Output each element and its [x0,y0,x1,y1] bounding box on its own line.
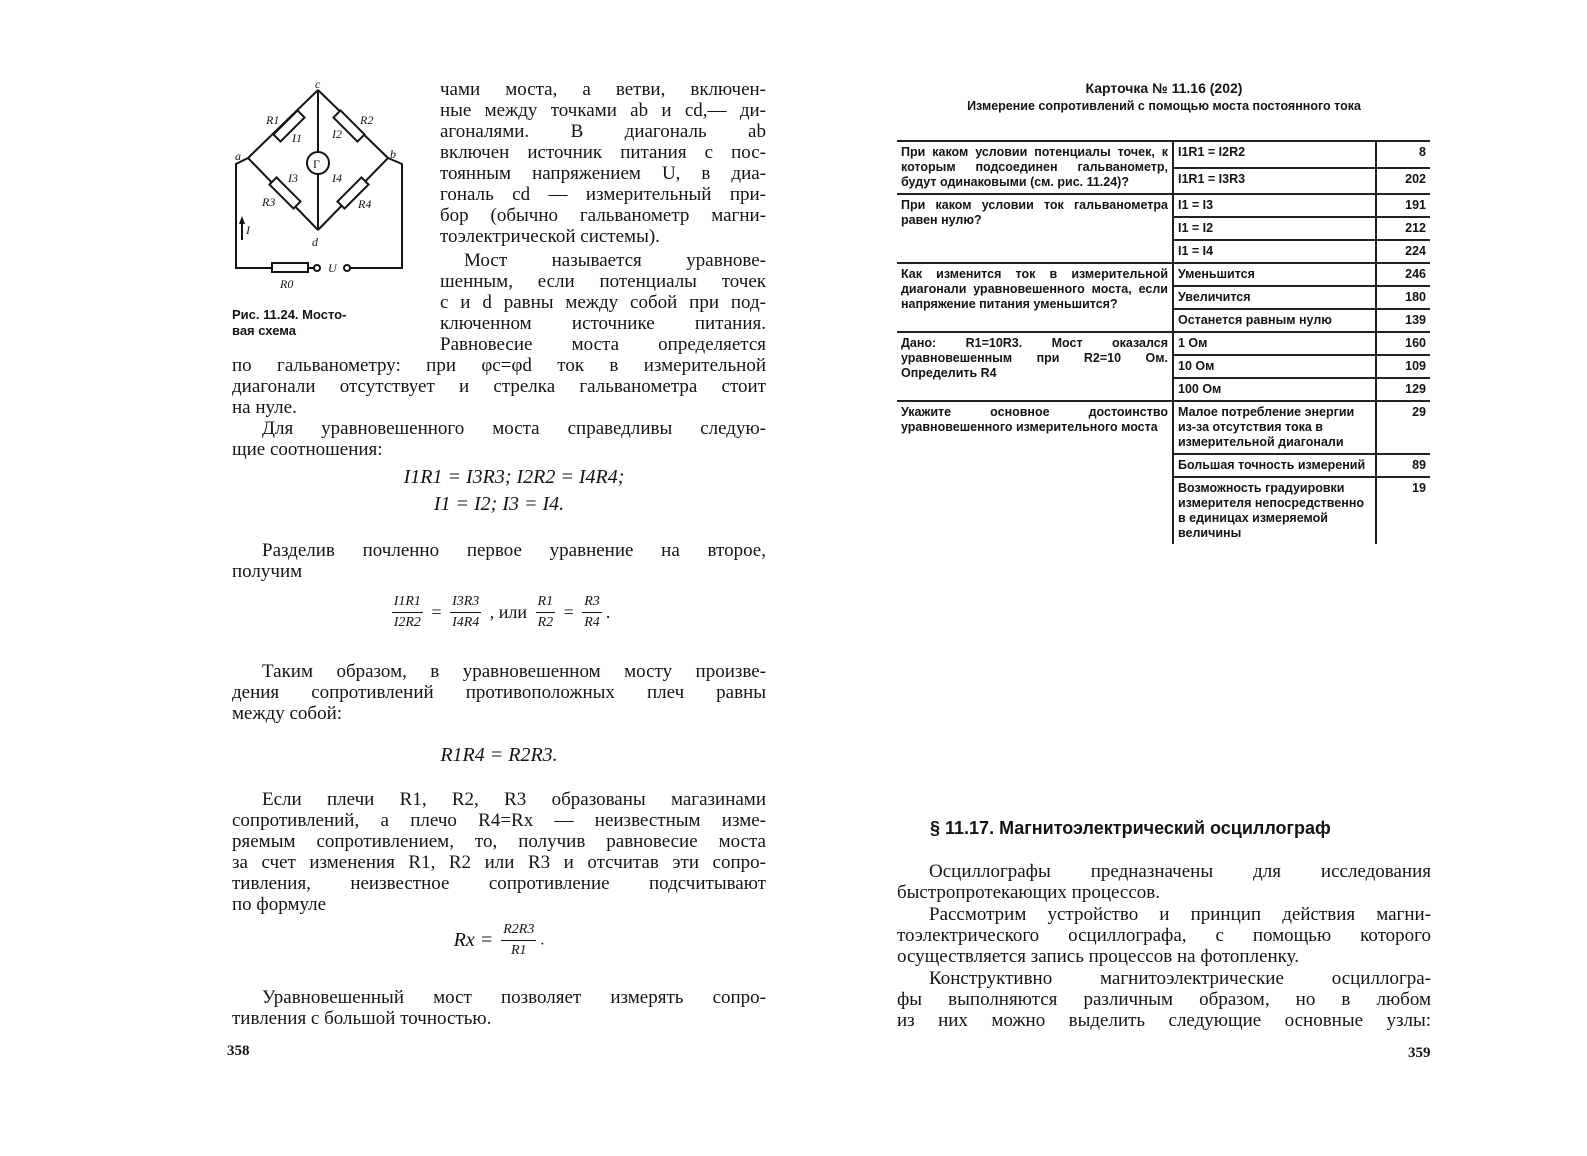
node-b-label: b [390,147,396,161]
current-I-label: I [246,223,250,237]
text-line: тивления, неизвестное сопротивление подсчитывают [232,873,766,894]
card-answer-code: 224 [1376,240,1430,263]
text-line: ные между точками ab и cd,— ди- [440,100,766,121]
fraction-denominator: I4R4 [452,615,480,630]
section-heading: § 11.17. Магнитоэлектрический осциллограф [930,818,1331,838]
text-line: из них можно выделить следующие основные узлы: [897,1010,1431,1031]
card-row [897,141,1430,168]
text-line: Мост называется уравнове- [464,250,766,271]
text-line: чами моста, а ветви, включен- [440,79,766,100]
fraction-numerator: I1R1 [392,594,423,613]
text-line: Разделив почленно первое уравнение на второе, [262,540,766,561]
text-line: тоянным напряжением U, в диа- [440,163,766,184]
card-question: Укажите основное достоинство уравновешенного измерительного моста [897,401,1173,544]
text-line: Равновесие моста определяется [440,334,766,355]
text-line: ряемым сопротивлением, то, получив равновесие моста [232,831,766,852]
text-line: между собой: [232,703,343,724]
card-answer: Малое потребление энергии из-за отсутствия тока в измерительной диагонали [1173,401,1376,454]
card-answer-code: 139 [1376,309,1430,332]
card-answer: 10 Ом [1173,355,1376,378]
fraction-denominator: R2 [537,615,554,630]
equation-rx: Rx = $\frac{R2R3}{R1}$ . [453,922,545,958]
text-line: Таким образом, в уравновешенном мосту произве- [262,661,766,682]
paragraph-construction [897,968,1431,1031]
text-line: Уравновешенный мост позволяет измерять сопро- [262,987,766,1008]
text-line: по гальванометру: при φc=φd ток в измерительной [232,355,766,376]
fraction-denominator: I2R2 [393,615,421,630]
R2-label: R2 [360,113,374,127]
card-answer-code: 89 [1376,454,1430,477]
card-question: Как изменится ток в измерительной диагонали уравновешенного моста, если напряжение питания уменьшится? [897,263,1173,332]
paragraph-accuracy [232,987,766,1029]
paragraph-oscillographs [897,861,1431,903]
card-answer-code: 246 [1376,263,1430,286]
node-c-label: c [315,78,321,91]
text-line: по формуле [232,894,327,915]
R4-label: R4 [358,197,372,211]
text-line: осуществляется запись процессов на фотопленку. [897,946,1299,967]
text-line: Если плечи R1, R2, R3 образованы магазинами [262,789,766,810]
text-line: дения сопротивлений противоположных плеч равны [232,682,766,703]
caption-line: вая схема [232,323,296,338]
card-answer-code: 202 [1376,168,1430,195]
R1-label: R1 [266,113,280,127]
text-line: тивления с большой точностью. [232,1008,492,1029]
card-title: Карточка № 11.16 (202) [1085,80,1243,96]
card-answer: I1R1 = I3R3 [1173,168,1376,195]
paragraph-device [897,904,1431,967]
paragraph-galvanometer [232,355,766,418]
paragraph-balanced-bridge [440,250,766,355]
card-header [897,80,1431,113]
paragraph-arms [232,789,766,915]
R0-label: R0 [280,277,294,291]
text-line: щие соотношения: [232,439,383,460]
text-line: быстропротекающих процессов. [897,882,1161,903]
I1-label: I1 [292,131,302,145]
text-line: бор (обычно гальванометр магни- [440,205,766,226]
equation-separator: , или [489,602,528,622]
card-answer: Останется равным нулю [1173,309,1376,332]
card-answer-code: 180 [1376,286,1430,309]
card-answer-code: 19 [1376,477,1430,544]
equation-product [232,744,766,767]
text-line: тоэлектрической системы). [440,226,660,247]
figure-caption [232,307,392,339]
card-answer: I1 = I4 [1173,240,1376,263]
text-line: сопротивлений, а плечо R4=Rx — неизвестным изме- [232,810,766,831]
text-line: диагонали отсутствует и стрелка гальванометра стоит [232,376,766,397]
text-line: за счет изменения R1, R2 или R3 и отсчитав эти сопро- [232,852,766,873]
I3-label: I3 [288,171,298,185]
equation-line: I1R1 = I3R3; I2R2 = I4R4; [403,466,625,488]
text-line: фы выполняются различным образом, но в любом [897,989,1431,1010]
paragraph-bridge-diagonals [440,79,766,247]
node-d-label: d [312,235,318,249]
text-line: включен источник питания с пос- [440,142,766,163]
card-question: Дано: R1=10R3. Мост оказался уравновешенным при R2=10 Ом. Определить R4 [897,332,1173,401]
card-row [897,263,1430,286]
card-row [897,332,1430,355]
I2-label: I2 [332,127,342,141]
R3-label: R3 [262,195,276,209]
card-answer-code: 29 [1376,401,1430,454]
card-answer: I1 = I2 [1173,217,1376,240]
text-line: получим [232,561,303,582]
equation-lhs: Rx = [453,929,494,951]
card-question: При каком условии потенциалы точек, к которым подсоединен гальванометр, будут одинаковыми (см. рис. 11.24)? [897,141,1173,194]
card-answer-code: 191 [1376,194,1430,217]
card-answer: I1R1 = I2R2 [1173,141,1376,168]
text-line: на нуле. [232,397,297,418]
text-line: ключенном источнике питания. [440,313,766,334]
equation-line: R1R4 = R2R3. [440,744,558,766]
card-answer-code: 212 [1376,217,1430,240]
card-answer-code: 109 [1376,355,1430,378]
card-answer-code: 160 [1376,332,1430,355]
paragraph-divide [232,540,766,582]
text-line: Для уравновешенного моста справедливы следую- [262,418,766,439]
equation-ratio: $\frac{I1R1}{I2R2}$ = $\frac{I3R3}{I4R4}$ , или $\frac{R1}{R2}$ = $\frac{R3}{R4}$ . [393,594,611,630]
paragraph-conclusion [232,661,766,724]
galvanometer-label: Г [313,157,320,171]
question-card-table [897,140,1430,544]
card-answer: Увеличится [1173,286,1376,309]
bridge-circuit-figure [228,78,418,300]
page-number-right: 359 [1408,1045,1431,1061]
text-line: Конструктивно магнитоэлектрические осциллогра- [929,968,1431,989]
I4-label: I4 [332,171,342,185]
card-answer: Уменьшится [1173,263,1376,286]
fraction-numerator: R1 [536,594,556,613]
fraction-denominator: R1 [511,943,527,958]
card-row [897,401,1430,454]
card-answer-code: 8 [1376,141,1430,168]
fraction-numerator: I3R3 [450,594,481,613]
page-number-left: 358 [227,1043,250,1059]
card-question: При каком условии ток гальванометра равен нулю? [897,194,1173,263]
node-a-label: a [235,149,241,163]
voltage-U-label: U [328,261,337,275]
text-line: Осциллографы предназначены для исследования [929,861,1431,882]
text-line: c и d равны между собой при под- [440,292,766,313]
fraction-numerator: R3 [582,594,602,613]
fraction-denominator: R4 [584,615,600,630]
card-answer: 1 Ом [1173,332,1376,355]
card-answer: 100 Ом [1173,378,1376,401]
equation-current-relations [232,466,766,516]
text-line: агоналями. В диагональ ab [440,121,766,142]
text-line: Рассмотрим устройство и принцип действия магни- [929,904,1431,925]
text-line: шенным, если потенциалы точек [440,271,766,292]
text-line: гональ cd — измерительный при- [440,184,766,205]
card-answer: Большая точность измерений [1173,454,1376,477]
card-row [897,194,1430,217]
card-answer: Возможность градуировки измерителя непосредственно в единицах измеряемой величины [1173,477,1376,544]
equation-line: I1 = I2; I3 = I4. [433,493,565,515]
fraction-numerator: R2R3 [501,922,536,941]
paragraph-relations-intro [232,418,766,460]
text-line: тоэлектрического осциллографа, с помощью которого [897,925,1431,946]
card-answer-code: 129 [1376,378,1430,401]
card-answer: I1 = I3 [1173,194,1376,217]
caption-line: Рис. 11.24. Мосто- [232,307,347,322]
card-subtitle: Измерение сопротивлений с помощью моста постоянного тока [967,99,1361,113]
